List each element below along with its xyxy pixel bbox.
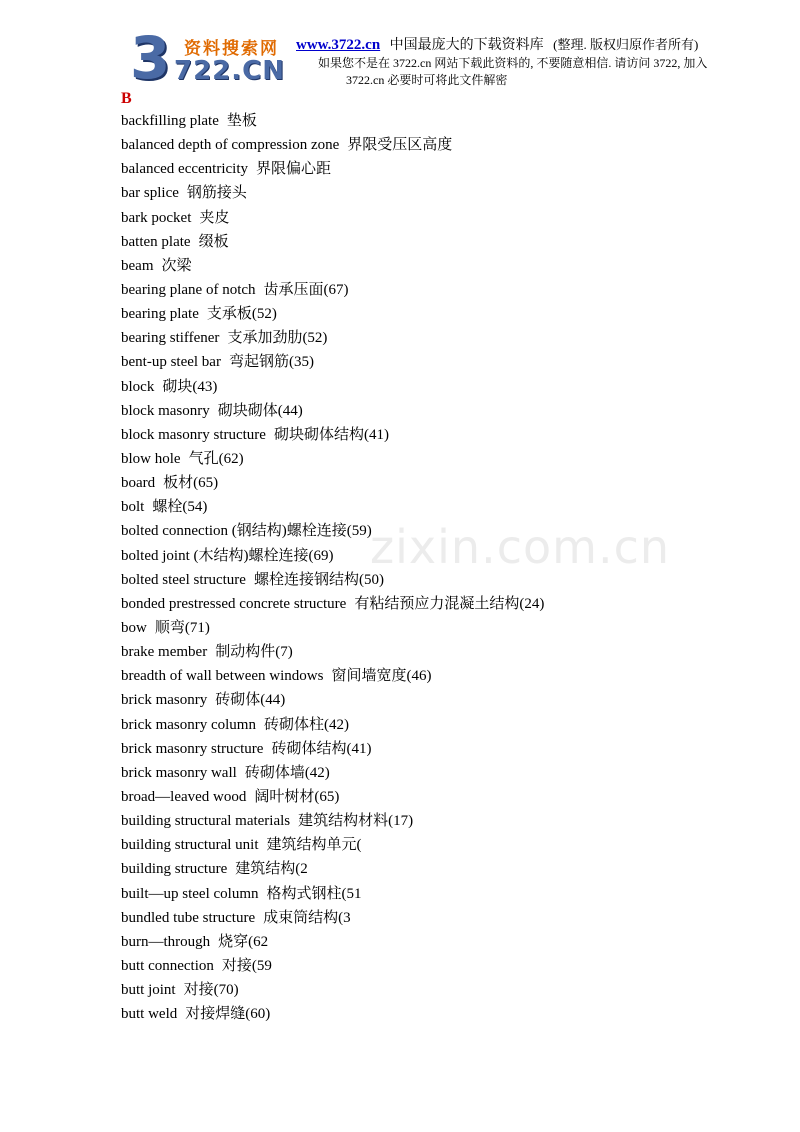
entry-term: bearing plate xyxy=(121,306,199,323)
entry-translation: 支承板(52) xyxy=(206,306,277,323)
entry-term: balanced eccentricity xyxy=(121,161,249,178)
glossary-entry xyxy=(121,688,544,712)
entry-translation: 烧穿(62 xyxy=(218,933,269,950)
entry-term: block masonry xyxy=(121,402,210,419)
entry-term: broad—leaved wood xyxy=(121,788,247,805)
entry-term: block xyxy=(121,378,155,395)
glossary-entry xyxy=(121,906,544,930)
entry-translation: 阔叶树材(65) xyxy=(254,788,340,805)
entry-translation: 螺栓连接钢结构(50) xyxy=(253,571,384,588)
entry-term: backfilling plate xyxy=(121,113,219,129)
entry-term: butt weld xyxy=(121,1006,178,1023)
entry-term: bar splice xyxy=(121,185,179,202)
logo-site-name: 资料搜索网 xyxy=(184,39,279,59)
entry-translation: 建筑结构(2 xyxy=(235,861,308,878)
entry-term: beam xyxy=(121,257,154,274)
glossary-entry xyxy=(121,350,544,374)
entry-translation: 气孔(62) xyxy=(188,450,244,467)
entry-translation: 螺栓(54) xyxy=(152,499,208,516)
entry-translation: 砌块(43) xyxy=(162,378,218,395)
entry-term: bolt xyxy=(121,499,145,516)
glossary-entry xyxy=(121,254,544,278)
glossary-entry xyxy=(121,230,544,254)
entry-term: batten plate xyxy=(121,233,191,250)
entry-term: bolted joint (木结构)螺栓连接(69) xyxy=(121,547,334,564)
entry-term: blow hole xyxy=(121,450,181,467)
entry-term: brick masonry wall xyxy=(121,764,237,781)
glossary-entry xyxy=(121,1002,544,1026)
entry-term: butt joint xyxy=(121,982,176,999)
entry-translation: 垫板 xyxy=(226,113,257,129)
glossary-entry xyxy=(121,109,544,133)
entry-term: bent-up steel bar xyxy=(121,354,221,371)
section-letter: B xyxy=(121,90,132,107)
glossary-entry xyxy=(121,399,544,423)
glossary-entry xyxy=(121,133,544,157)
entry-term: bolted connection (钢结构)螺栓连接(59) xyxy=(121,523,372,540)
glossary-entry xyxy=(121,568,544,592)
entry-term: bolted steel structure xyxy=(121,571,246,588)
entry-term: bundled tube structure xyxy=(121,909,256,926)
entry-translation: 成束筒结构(3 xyxy=(263,909,351,926)
glossary-entry xyxy=(121,302,544,326)
entry-translation: 对接焊缝(60) xyxy=(185,1006,271,1023)
entry-term: built—up steel column xyxy=(121,885,259,902)
entry-term: brick masonry column xyxy=(121,716,256,733)
entry-term: butt connection xyxy=(121,957,214,974)
entry-translation: 砖砌体(44) xyxy=(215,692,286,709)
entry-translation: 对接(70) xyxy=(183,982,239,999)
header-url-link[interactable]: www.3722.cn xyxy=(296,37,381,53)
entry-term: block masonry structure xyxy=(121,426,266,443)
entry-translation: 支承加劲肋(52) xyxy=(227,330,328,347)
entry-translation: 格构式钢柱(51 xyxy=(266,885,362,902)
glossary-entry xyxy=(121,882,544,906)
entry-term: breadth of wall between windows xyxy=(121,668,324,685)
entry-translation: 砌块砌体(44) xyxy=(217,402,303,419)
entry-term: bearing stiffener xyxy=(121,330,220,347)
site-logo xyxy=(130,24,292,92)
glossary-entry xyxy=(121,181,544,205)
entry-translation: 建筑结构材料(17) xyxy=(298,813,414,830)
entry-term: burn—through xyxy=(121,933,211,950)
entry-translation: 砖砌体柱(42) xyxy=(263,716,349,733)
glossary-entry xyxy=(121,640,544,664)
entry-translation: 齿承压面(67) xyxy=(263,281,349,298)
logo-domain: 722.CN xyxy=(174,56,285,86)
glossary-entry xyxy=(121,519,544,543)
glossary-entry xyxy=(121,157,544,181)
entry-translation: 砖砌体墙(42) xyxy=(244,764,330,781)
glossary-entry xyxy=(121,713,544,737)
entry-translation: 板材(65) xyxy=(163,475,219,492)
watermark: zixin.com.cn xyxy=(370,520,671,574)
glossary-entry xyxy=(121,447,544,471)
entry-term: bark pocket xyxy=(121,209,192,226)
glossary-entry xyxy=(121,978,544,1002)
glossary-entry xyxy=(121,423,544,447)
glossary-entry xyxy=(121,278,544,302)
entry-term: bonded prestressed concrete structure xyxy=(121,595,347,612)
entry-term: balanced depth of compression zone xyxy=(121,137,340,154)
entry-translation: 有粘结预应力混凝土结构(24) xyxy=(354,595,545,612)
glossary-entry xyxy=(121,833,544,857)
glossary-entry xyxy=(121,544,544,568)
glossary-entry xyxy=(121,930,544,954)
entry-translation: 制动构件(7) xyxy=(215,644,293,661)
header-title: 中国最庞大的下载资料库 xyxy=(389,37,544,53)
entry-translation: 建筑结构单元( xyxy=(266,837,362,854)
glossary-entry xyxy=(121,954,544,978)
header-notice-line-1: 如果您不是在 3722.cn 网站下载此资料的, 不要随意相信. 请访问 3722, 加入 xyxy=(318,56,708,70)
glossary-entry xyxy=(121,495,544,519)
glossary-entry xyxy=(121,471,544,495)
glossary-entry xyxy=(121,737,544,761)
glossary-list xyxy=(121,109,544,1026)
entry-translation: 窗间墙宽度(46) xyxy=(331,668,432,685)
glossary-entry xyxy=(121,664,544,688)
glossary-entry xyxy=(121,375,544,399)
glossary-entry xyxy=(121,326,544,350)
header-notice-line-2: 3722.cn 必要时可将此文件解密 xyxy=(346,73,508,87)
glossary-entry xyxy=(121,592,544,616)
entry-term: board xyxy=(121,475,156,492)
glossary-entry xyxy=(121,761,544,785)
entry-translation: 弯起钢筋(35) xyxy=(228,354,314,371)
entry-translation: 次梁 xyxy=(161,257,192,274)
entry-translation: 砖砌体结构(41) xyxy=(271,740,372,757)
logo-number: 3 xyxy=(130,24,171,92)
glossary-entry xyxy=(121,206,544,230)
entry-term: brick masonry xyxy=(121,692,208,709)
entry-translation: 界限受压区高度 xyxy=(347,137,453,154)
glossary-entry xyxy=(121,809,544,833)
entry-term: building structure xyxy=(121,861,228,878)
glossary-entry xyxy=(121,616,544,640)
entry-translation: 夹皮 xyxy=(199,209,230,226)
entry-translation: 顺弯(71) xyxy=(154,619,210,636)
entry-term: brake member xyxy=(121,644,208,661)
entry-term: brick masonry structure xyxy=(121,740,264,757)
entry-term: bow xyxy=(121,619,147,636)
entry-translation: 对接(59 xyxy=(221,957,272,974)
entry-translation: 界限偏心距 xyxy=(256,161,332,178)
entry-term: building structural materials xyxy=(121,813,291,830)
glossary-entry xyxy=(121,785,544,809)
header-line xyxy=(296,34,698,54)
entry-translation: 缀板 xyxy=(198,233,229,250)
glossary-entry xyxy=(121,857,544,881)
entry-term: building structural unit xyxy=(121,837,259,854)
entry-translation: 钢筋接头 xyxy=(186,185,247,202)
header-copyright-note: (整理. 版权归原作者所有) xyxy=(553,37,699,52)
entry-translation: 砌块砌体结构(41) xyxy=(273,426,389,443)
entry-term: bearing plane of notch xyxy=(121,281,256,298)
